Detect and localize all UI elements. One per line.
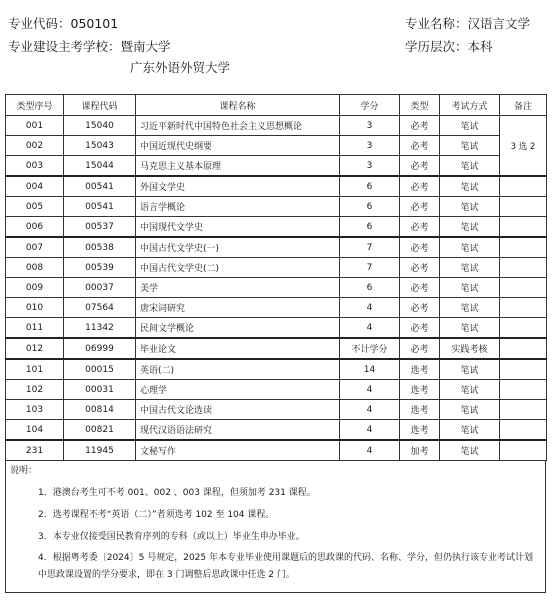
- cell-name: 语言学概论: [136, 197, 340, 217]
- table-row: [6, 278, 547, 298]
- cell-remark: [500, 318, 547, 339]
- cell-seq: 004: [6, 176, 64, 197]
- cell-type: 必考: [400, 237, 440, 258]
- cell-exam: 笔试: [440, 156, 500, 177]
- cell-code: 15043: [64, 136, 136, 156]
- cell-seq: 104: [6, 420, 64, 441]
- table-row: [6, 258, 547, 278]
- cell-seq: 009: [6, 278, 64, 298]
- major-name: 专业名称：汉语言文学: [405, 16, 531, 31]
- cell-seq: 011: [6, 318, 64, 339]
- cell-code: 11342: [64, 318, 136, 339]
- cell-seq: 001: [6, 116, 64, 136]
- cell-name: 习近平新时代中国特色社会主义思想概论: [136, 116, 340, 136]
- cell-code: 00037: [64, 278, 136, 298]
- table-row: [6, 116, 547, 136]
- cell-remark: [500, 400, 547, 420]
- table-row: [6, 136, 547, 156]
- cell-exam: 笔试: [440, 258, 500, 278]
- cell-credit: 6: [340, 217, 400, 238]
- table-row: [6, 237, 547, 258]
- cell-remark: [500, 237, 547, 258]
- cell-seq: 103: [6, 400, 64, 420]
- cell-code: 11945: [64, 440, 136, 461]
- cell-type: 必考: [400, 176, 440, 197]
- cell-exam: 笔试: [440, 136, 500, 156]
- cell-code: 15040: [64, 116, 136, 136]
- major-code: 专业代码：050101: [8, 16, 119, 31]
- cell-exam: 笔试: [440, 400, 500, 420]
- cell-credit: 3: [340, 136, 400, 156]
- cell-remark: [500, 420, 547, 441]
- cell-remark: [500, 176, 547, 197]
- header-seq: 类型序号: [6, 95, 64, 116]
- cell-exam: 笔试: [440, 278, 500, 298]
- table-row: [6, 197, 547, 217]
- education-level: 学历层次：本科: [405, 39, 493, 54]
- course-table: [5, 94, 547, 461]
- cell-code: 00814: [64, 400, 136, 420]
- cell-name: 中国古代文论选读: [136, 400, 340, 420]
- cell-name: 唐宋词研究: [136, 298, 340, 318]
- cell-credit: 4: [340, 420, 400, 441]
- table-row: [6, 156, 547, 177]
- cell-remark: [500, 258, 547, 278]
- cell-name: 现代汉语语法研究: [136, 420, 340, 441]
- cell-remark: [500, 338, 547, 359]
- cell-seq: 007: [6, 237, 64, 258]
- table-row: [6, 217, 547, 238]
- cell-exam: 笔试: [440, 380, 500, 400]
- cell-exam: 笔试: [440, 237, 500, 258]
- cell-credit: 7: [340, 237, 400, 258]
- cell-name: 文秘写作: [136, 440, 340, 461]
- cell-remark: [500, 278, 547, 298]
- cell-credit: 3: [340, 156, 400, 177]
- cell-type: 必考: [400, 318, 440, 339]
- cell-type: 选考: [400, 380, 440, 400]
- cell-seq: 101: [6, 359, 64, 380]
- cell-credit: 14: [340, 359, 400, 380]
- cell-remark: 3 选 2: [500, 116, 547, 177]
- cell-seq: 008: [6, 258, 64, 278]
- cell-exam: 笔试: [440, 440, 500, 461]
- cell-credit: 4: [340, 400, 400, 420]
- cell-code: 06999: [64, 338, 136, 359]
- cell-type: 选考: [400, 359, 440, 380]
- cell-seq: 006: [6, 217, 64, 238]
- cell-name: 心理学: [136, 380, 340, 400]
- cell-credit: 6: [340, 278, 400, 298]
- notes-title: 说明：: [10, 466, 38, 476]
- cell-remark: [500, 359, 547, 380]
- table-row: [6, 420, 547, 441]
- table-header-row: [6, 95, 547, 116]
- header-code: 课程代码: [64, 95, 136, 116]
- cell-credit: 3: [340, 116, 400, 136]
- cell-name: 中国近现代史纲要: [136, 136, 340, 156]
- cell-credit: 4: [340, 380, 400, 400]
- cell-credit: 不计学分: [340, 338, 400, 359]
- cell-seq: 010: [6, 298, 64, 318]
- cell-exam: 笔试: [440, 318, 500, 339]
- table-row: [6, 318, 547, 339]
- cell-exam: 笔试: [440, 176, 500, 197]
- header-credit: 学分: [340, 95, 400, 116]
- cell-exam: 笔试: [440, 116, 500, 136]
- cell-name: 美学: [136, 278, 340, 298]
- school-secondary: 广东外语外贸大学: [130, 60, 231, 75]
- header-remark: 备注: [500, 95, 547, 116]
- cell-remark: [500, 217, 547, 238]
- cell-type: 必考: [400, 258, 440, 278]
- cell-type: 选考: [400, 420, 440, 441]
- cell-exam: 笔试: [440, 298, 500, 318]
- cell-code: 00821: [64, 420, 136, 441]
- cell-name: 毕业论文: [136, 338, 340, 359]
- cell-exam: 笔试: [440, 197, 500, 217]
- cell-type: 加考: [400, 440, 440, 461]
- cell-credit: 6: [340, 176, 400, 197]
- table-row: [6, 380, 547, 400]
- table-row: [6, 338, 547, 359]
- table-row: [6, 359, 547, 380]
- cell-remark: [500, 440, 547, 461]
- note-4: 4．根据粤考委〔2024〕5 号规定，2025 年本专业毕业使用课题后的思政课的代码、名称、学分，但仍执行该专业考试计划中思政课设置的学分要求，即在 3 门调整后思政课中任选 2 门。: [38, 553, 533, 580]
- cell-code: 00015: [64, 359, 136, 380]
- cell-name: 中国古代文学史(一): [136, 237, 340, 258]
- header-type: 类型: [400, 95, 440, 116]
- note-2: 2．选考课程不考“英语（二）”者须选考 102 至 104 课程。: [38, 510, 275, 520]
- cell-remark: [500, 298, 547, 318]
- cell-type: 必考: [400, 338, 440, 359]
- cell-code: 07564: [64, 298, 136, 318]
- cell-credit: 4: [340, 318, 400, 339]
- cell-exam: 实践考核: [440, 338, 500, 359]
- cell-name: 英语(二): [136, 359, 340, 380]
- cell-remark: [500, 380, 547, 400]
- cell-code: 00537: [64, 217, 136, 238]
- cell-credit: 6: [340, 197, 400, 217]
- school-label: 专业建设主考学校：暨南大学: [8, 39, 171, 54]
- cell-credit: 7: [340, 258, 400, 278]
- cell-credit: 4: [340, 298, 400, 318]
- header-name: 课程名称: [136, 95, 340, 116]
- cell-seq: 231: [6, 440, 64, 461]
- cell-seq: 012: [6, 338, 64, 359]
- cell-type: 必考: [400, 298, 440, 318]
- cell-exam: 笔试: [440, 359, 500, 380]
- cell-code: 00538: [64, 237, 136, 258]
- table-row: [6, 440, 547, 461]
- note-1: 1．港澳台考生可不考 001、002 、003 课程，但须加考 231 课程。: [38, 488, 316, 498]
- cell-seq: 002: [6, 136, 64, 156]
- cell-name: 中国现代文学史: [136, 217, 340, 238]
- cell-type: 必考: [400, 116, 440, 136]
- cell-remark: [500, 197, 547, 217]
- header-exam: 考试方式: [440, 95, 500, 116]
- cell-type: 必考: [400, 278, 440, 298]
- cell-type: 必考: [400, 156, 440, 177]
- table-row: [6, 176, 547, 197]
- cell-code: 00541: [64, 197, 136, 217]
- cell-seq: 102: [6, 380, 64, 400]
- cell-type: 必考: [400, 217, 440, 238]
- cell-code: 15044: [64, 156, 136, 177]
- cell-exam: 笔试: [440, 420, 500, 441]
- note-3: 3．本专业仅接受国民教育序列的专科（或以上）毕业生申办毕业。: [38, 532, 305, 542]
- notes-section: [5, 461, 546, 593]
- cell-type: 必考: [400, 136, 440, 156]
- cell-code: 00541: [64, 176, 136, 197]
- table-row: [6, 298, 547, 318]
- cell-exam: 笔试: [440, 217, 500, 238]
- cell-type: 选考: [400, 400, 440, 420]
- cell-type: 必考: [400, 197, 440, 217]
- cell-name: 中国古代文学史(二): [136, 258, 340, 278]
- cell-credit: 4: [340, 440, 400, 461]
- cell-name: 马克思主义基本原理: [136, 156, 340, 177]
- table-row: [6, 400, 547, 420]
- cell-code: 00031: [64, 380, 136, 400]
- cell-name: 外国文学史: [136, 176, 340, 197]
- cell-seq: 003: [6, 156, 64, 177]
- cell-code: 00539: [64, 258, 136, 278]
- cell-seq: 005: [6, 197, 64, 217]
- cell-name: 民间文学概论: [136, 318, 340, 339]
